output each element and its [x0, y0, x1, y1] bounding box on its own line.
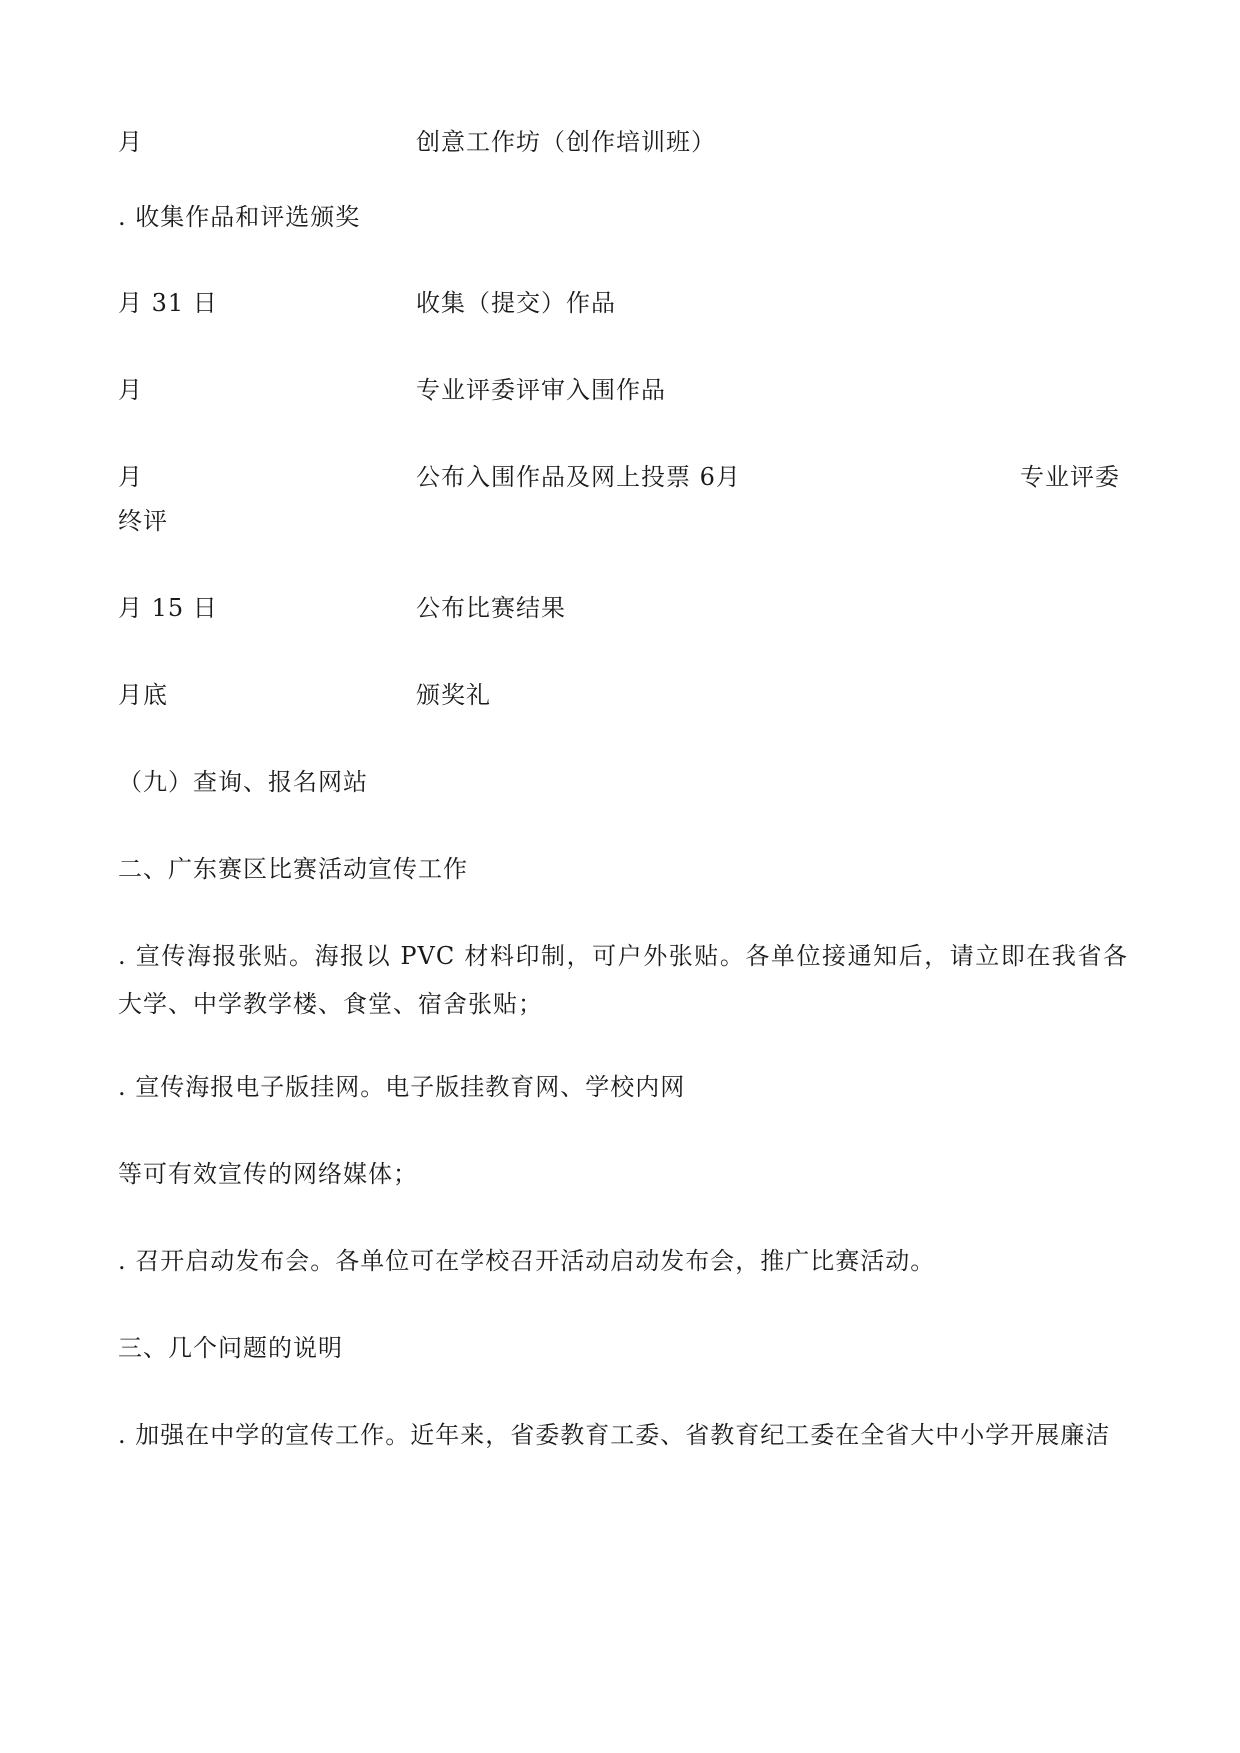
schedule-date: 月	[118, 463, 143, 491]
section-heading: 二、广东赛区比赛活动宣传工作	[118, 855, 468, 883]
section-heading: . 收集作品和评选颁奖	[118, 203, 361, 231]
schedule-date: 月 31 日	[118, 289, 218, 317]
section-heading: 三、几个问题的说明	[118, 1334, 343, 1362]
schedule-event: 公布比赛结果	[416, 594, 566, 622]
schedule-event: 颁奖礼	[416, 681, 491, 709]
schedule-date: 月 15 日	[118, 594, 218, 622]
schedule-event: 专业评委评审入围作品	[416, 376, 666, 404]
paragraph: . 宣传海报电子版挂网。电子版挂教育网、学校内网	[118, 1073, 686, 1101]
schedule-date: 月	[118, 128, 143, 156]
schedule-event: 公布入围作品及网上投票 6月	[416, 463, 741, 491]
paragraph: 等可有效宣传的网络媒体；	[118, 1160, 418, 1188]
paragraph: . 宣传海报张贴。海报以 PVC 材料印制，可户外张贴。各单位接通知后，请立即在我省各大学、中学教学楼、食堂、宿舍张贴；	[118, 942, 1128, 1018]
paragraph: . 加强在中学的宣传工作。近年来，省委教育工委、省教育纪工委在全省大中小学开展廉洁	[118, 1421, 1111, 1449]
schedule-date: 月	[118, 376, 143, 404]
schedule-date: 月底	[118, 681, 168, 709]
paragraph: . 召开启动发布会。各单位可在学校召开活动启动发布会，推广比赛活动。	[118, 1247, 936, 1275]
schedule-event: 创意工作坊（创作培训班）	[416, 128, 716, 156]
section-heading: （九）查询、报名网站	[118, 768, 368, 796]
schedule-event-extra: 专业评委	[1020, 463, 1120, 491]
schedule-event-wrap: 终评	[118, 507, 168, 535]
schedule-event: 收集（提交）作品	[416, 289, 616, 317]
